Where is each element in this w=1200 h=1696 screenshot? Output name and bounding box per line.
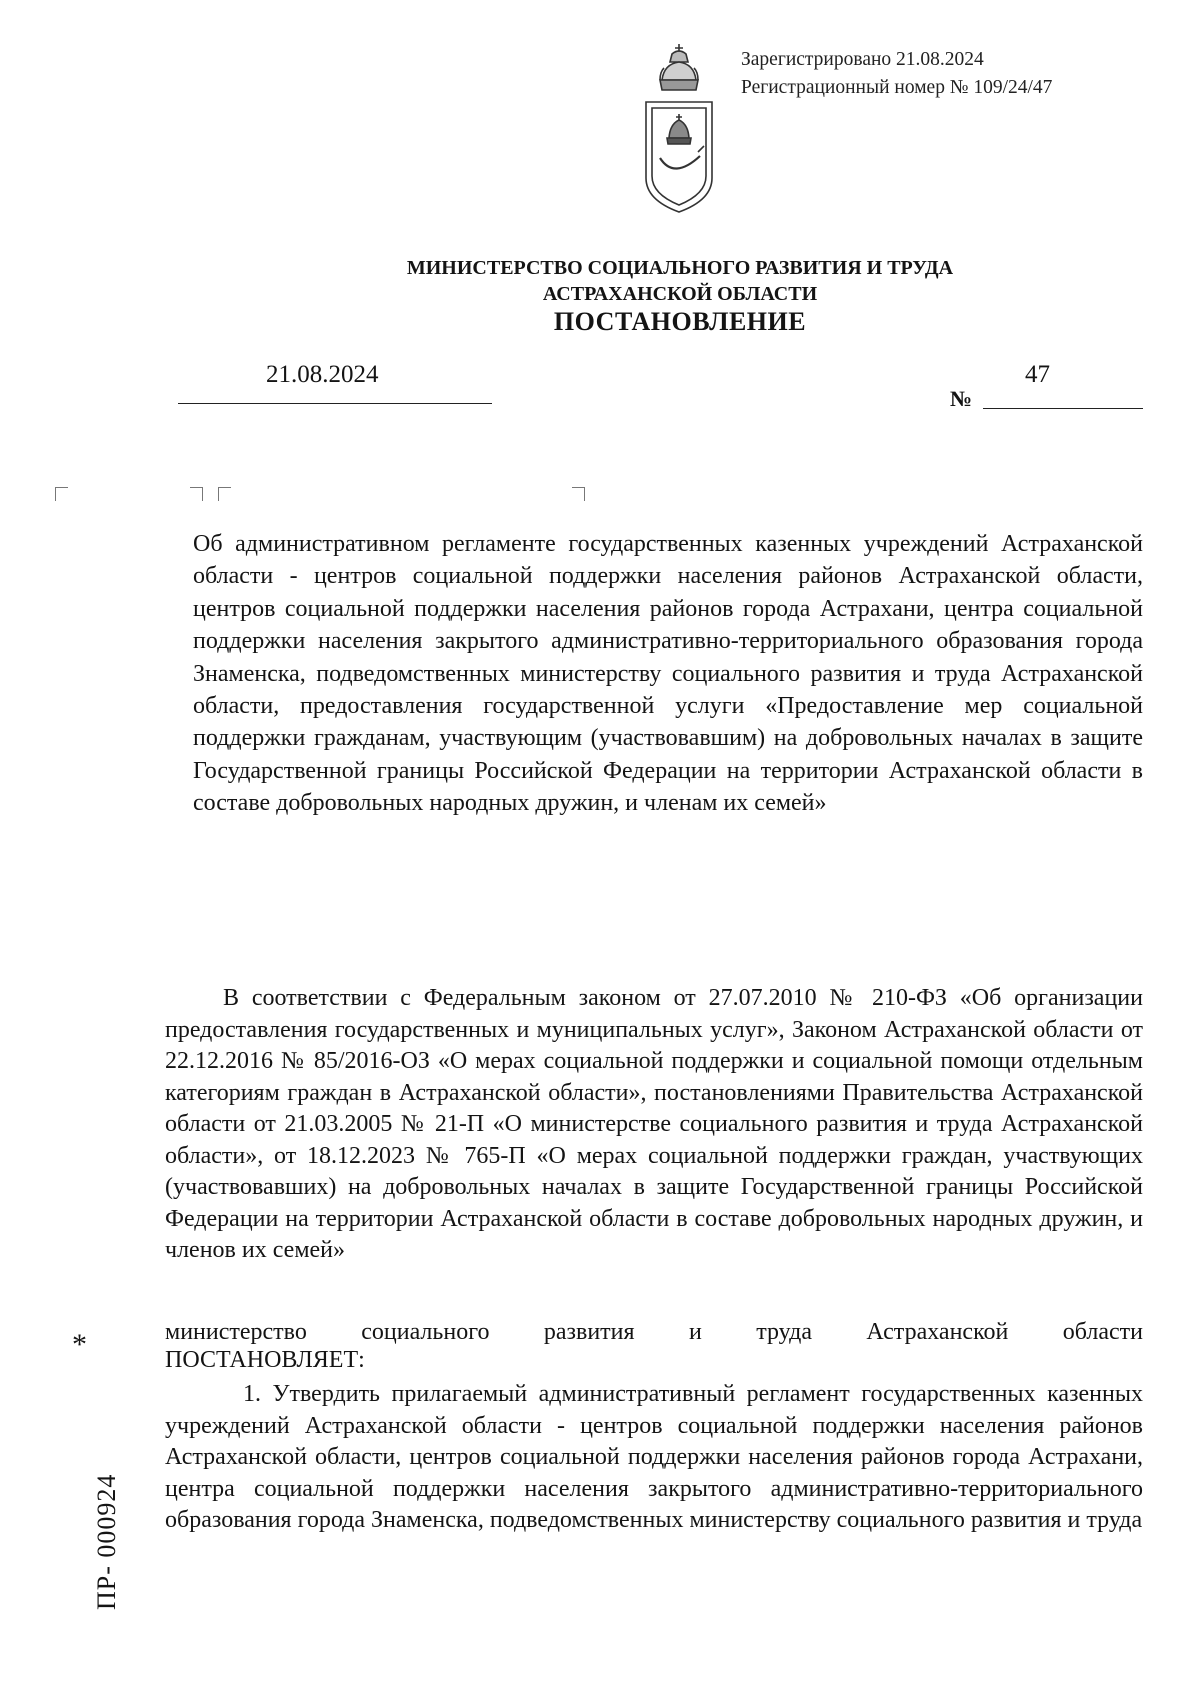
document-date: 21.08.2024 <box>266 361 379 388</box>
date-underline <box>178 403 492 404</box>
coat-of-arms-emblem <box>640 40 718 215</box>
resolves-line: ПОСТАНОВЛЯЕТ: <box>165 1347 365 1373</box>
margin-registry-code: ПР- 000924 <box>92 1473 121 1610</box>
document-subject: Об административном регламенте государственных казенных учреждений Астраханской области - центров социальной поддержки населения районов Астраханской области, центров социальной поддержки населения районов города Астрахани, центра социальной поддержки населения закрытого административно-территориального образования города Знаменска, подведомственных министерству социального развития и труда Астраханской области, предоставления государственной услуги «Предоставление мер социальной поддержки гражданам, участвующим (участвовавшим) на добровольных началах в защите Государственной границы Российской Федерации на территории Астраханской области в составе добровольных народных дружин, и членам их семей» <box>193 531 1143 817</box>
corner-mark <box>55 487 68 501</box>
corner-mark <box>572 487 585 501</box>
corner-mark <box>218 487 231 501</box>
number-underline <box>983 408 1143 409</box>
ministry-name-line2: АСТРАХАНСКОЙ ОБЛАСТИ <box>542 283 818 305</box>
registration-stamp <box>741 46 1052 102</box>
issuer-line: министерство социального развития и труда Астраханской области <box>165 1319 1143 1345</box>
document-type-title: ПОСТАНОВЛЕНИЕ <box>553 307 807 336</box>
ministry-name-line1: МИНИСТЕРСТВО СОЦИАЛЬНОГО РАЗВИТИЯ И ТРУДА <box>406 257 954 279</box>
registration-number: Регистрационный номер № 109/24/47 <box>741 77 1053 98</box>
number-sign: № <box>950 386 973 411</box>
margin-asterisk: * <box>72 1328 87 1361</box>
document-number: 47 <box>1025 361 1050 388</box>
preamble-paragraph: В соответствии с Федеральным законом от 27.07.2010 № 210-ФЗ «Об организации предоставления государственных и муниципальных услуг», Законом Астраханской области от 22.12.2016 № 85/2016-ОЗ «О мерах социальной поддержки и социальной помощи отдельным категориям граждан в Астраханской области», постановлениями Правительства Астраханской области от 21.03.2005 № 21-П «О министерстве социального развития и труда Астраханской области», от 18.12.2023 № 765-П «О мерах социальной поддержки граждан, участвующих (участвовавших) на добровольных началах в защите Государственной границы Российской Федерации на территории Астраханской области в составе добровольных народных дружин, и членов их семей» <box>165 985 1143 1263</box>
registration-date: Зарегистрировано 21.08.2024 <box>741 49 984 70</box>
item-1-paragraph: 1. Утвердить прилагаемый административный регламент государственных казенных учреждений Астраханской области - центров социальной поддержки населения районов Астраханской области, центров социальной поддержки населения районов города Астрахани, центра социальной поддержки населения закрытого административно-территориального образования города Знаменска, подведомственных министерству социального развития и труда <box>165 1381 1143 1533</box>
corner-mark <box>190 487 203 501</box>
